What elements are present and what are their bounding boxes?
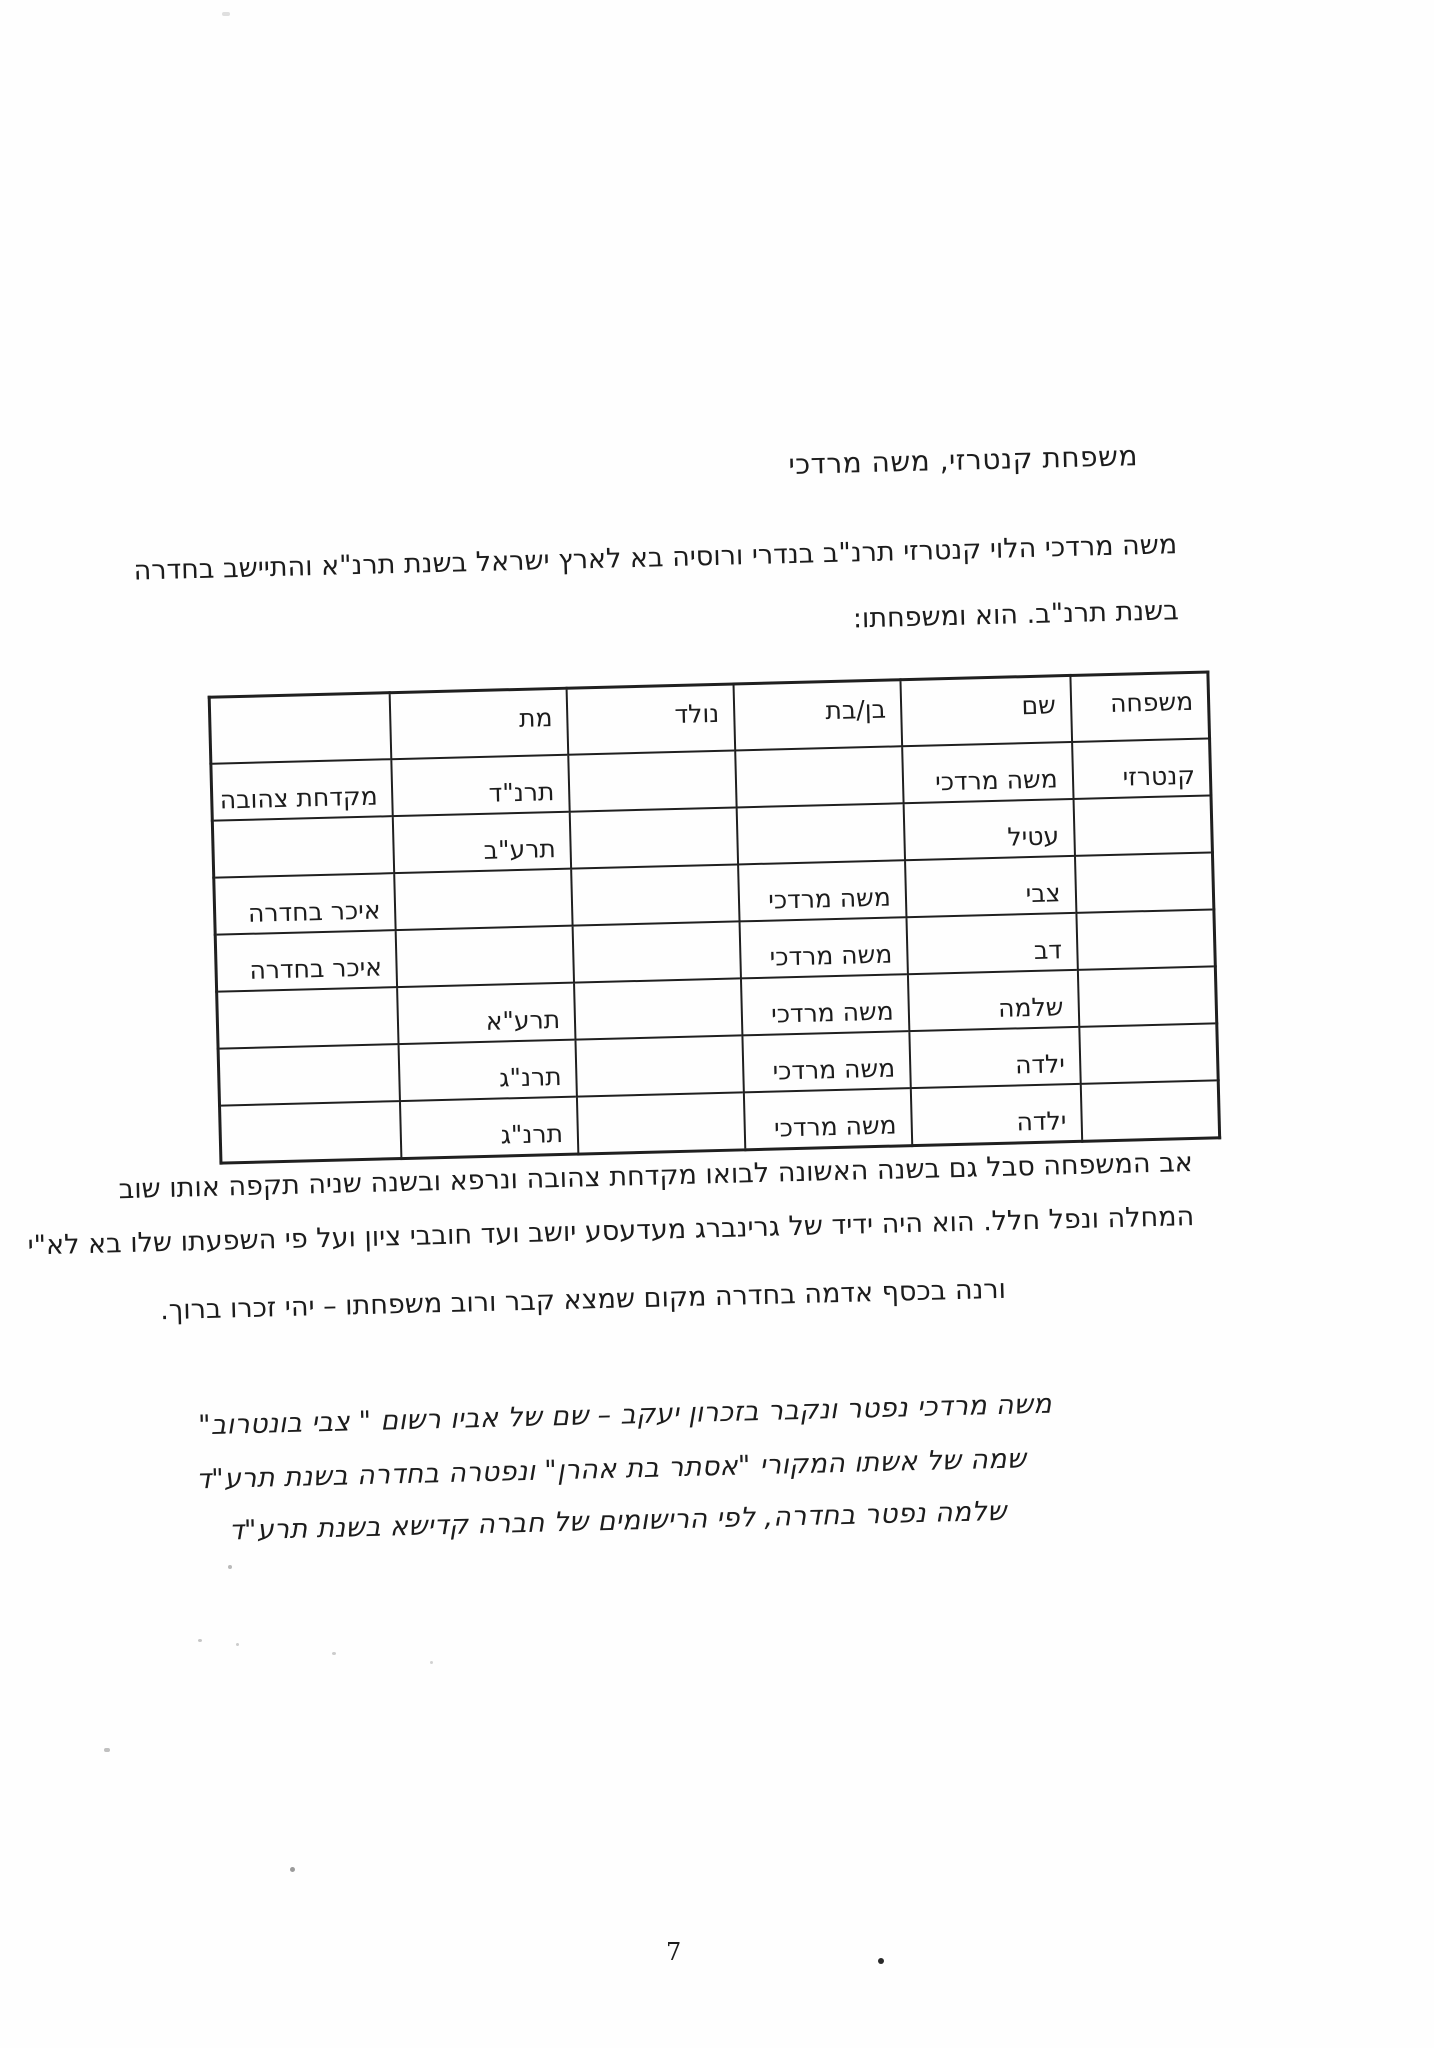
cell-born [568,750,736,811]
scan-speck [430,1661,433,1664]
cell-born [574,978,742,1039]
scan-speck [290,1867,295,1872]
cell-notes: איכר בחדרה [215,930,397,992]
body-paragraph-line1: אב המשפחה סבל גם בשנה האשונה לבואו מקדחת צהובה ונרפא ובשנה שניה תקפה אותו שוב [118,1147,1194,1206]
cell-son-daughter [737,803,905,864]
cell-son-daughter: משה מרדכי [741,974,909,1035]
cell-name: שלמה [908,970,1079,1031]
cell-family [1073,795,1212,855]
cell-son-daughter [735,746,903,807]
cell-born [571,864,739,925]
cell-name: ילדה [909,1027,1080,1088]
cell-notes [218,1044,400,1106]
cell-son-daughter: משה מרדכי [738,860,906,921]
header-son-daughter: בן/בת [733,680,901,751]
cell-notes [212,816,394,878]
cell-family: קנטרזי [1072,738,1211,798]
cell-son-daughter: משה מרדכי [742,1031,910,1092]
header-born: נולד [567,684,735,755]
scan-speck [878,1958,884,1964]
body-paragraph-line2: המחלה ונפל חלל. הוא היה ידיד של גרינברג מעדעסע יושב ועד חובבי ציון ועל פי השפעתו שלו בא לא"י [27,1201,1195,1262]
scan-speck [198,1639,202,1642]
cell-died: תרנ"ג [400,1097,578,1159]
page-title: משפחת קנטרזי, משה מרדכי [788,439,1139,482]
cell-name: דב [906,913,1077,974]
scan-speck [236,1643,239,1646]
cell-born [576,1035,744,1096]
cell-name: צבי [905,856,1076,917]
cell-died [395,869,573,930]
cell-born [573,921,741,982]
body-paragraph-line3: ורנה בכסף אדמה בחדרה מקום שמצא קבר ורוב משפחתו – יהי זכרו ברוך. [159,1273,1007,1327]
cell-family [1076,909,1215,969]
handwritten-note-line3: שלמה נפטר בחדרה, לפי הרישומים של חברה קדישא בשנת תרע"ד [228,1495,1007,1547]
scan-speck [228,1565,232,1569]
cell-notes [220,1101,402,1163]
cell-born [577,1092,745,1154]
cell-died: תרע"א [397,983,575,1044]
family-table [208,670,1222,1164]
handwritten-note-line2: שמה של אשתו המקורי "אסתר בת אהרן" ונפטרה בחדרה בשנת תרע"ד [195,1443,1027,1496]
header-died: מת [390,688,568,759]
intro-paragraph-line1: משה מרדכי הלוי קנטרזי תרנ"ב בנדרי ורוסיה בא לארץ ישראל בשנת תרנ"א והתיישב בחדרה [133,529,1178,587]
cell-died: תרנ"ד [392,755,570,816]
cell-name: עטיל [903,799,1074,860]
cell-family [1080,1080,1219,1141]
cell-died: תרע"ב [393,812,571,873]
cell-notes: איכר בחדרה [214,873,396,935]
header-name: שם [900,675,1071,746]
page-number: 7 [666,1938,682,1966]
cell-family [1075,852,1214,912]
cell-notes: מקדחת צהובה [211,759,393,821]
cell-died: תרנ"ג [399,1040,577,1101]
scan-speck [332,1652,336,1655]
scan-speck [104,1748,110,1752]
cell-born [570,807,738,868]
intro-paragraph-line2: בשנת תרנ"ב. הוא ומשפחתו: [852,595,1180,635]
cell-name: ילדה [911,1084,1082,1146]
cell-notes [217,987,399,1049]
cell-family [1079,1023,1218,1083]
cell-name: משה מרדכי [902,742,1073,803]
scan-speck [222,12,230,16]
handwritten-note-line1: משה מרדכי נפטר ונקבר בזכרון יעקב – שם של אביו רשום " צבי בונטרוב" [197,1388,1053,1442]
cell-died [396,926,574,987]
header-notes [209,693,391,764]
header-family: משפחה [1070,672,1209,742]
cell-son-daughter: משה מרדכי [744,1088,912,1150]
cell-son-daughter: משה מרדכי [740,917,908,978]
cell-family [1077,966,1216,1026]
